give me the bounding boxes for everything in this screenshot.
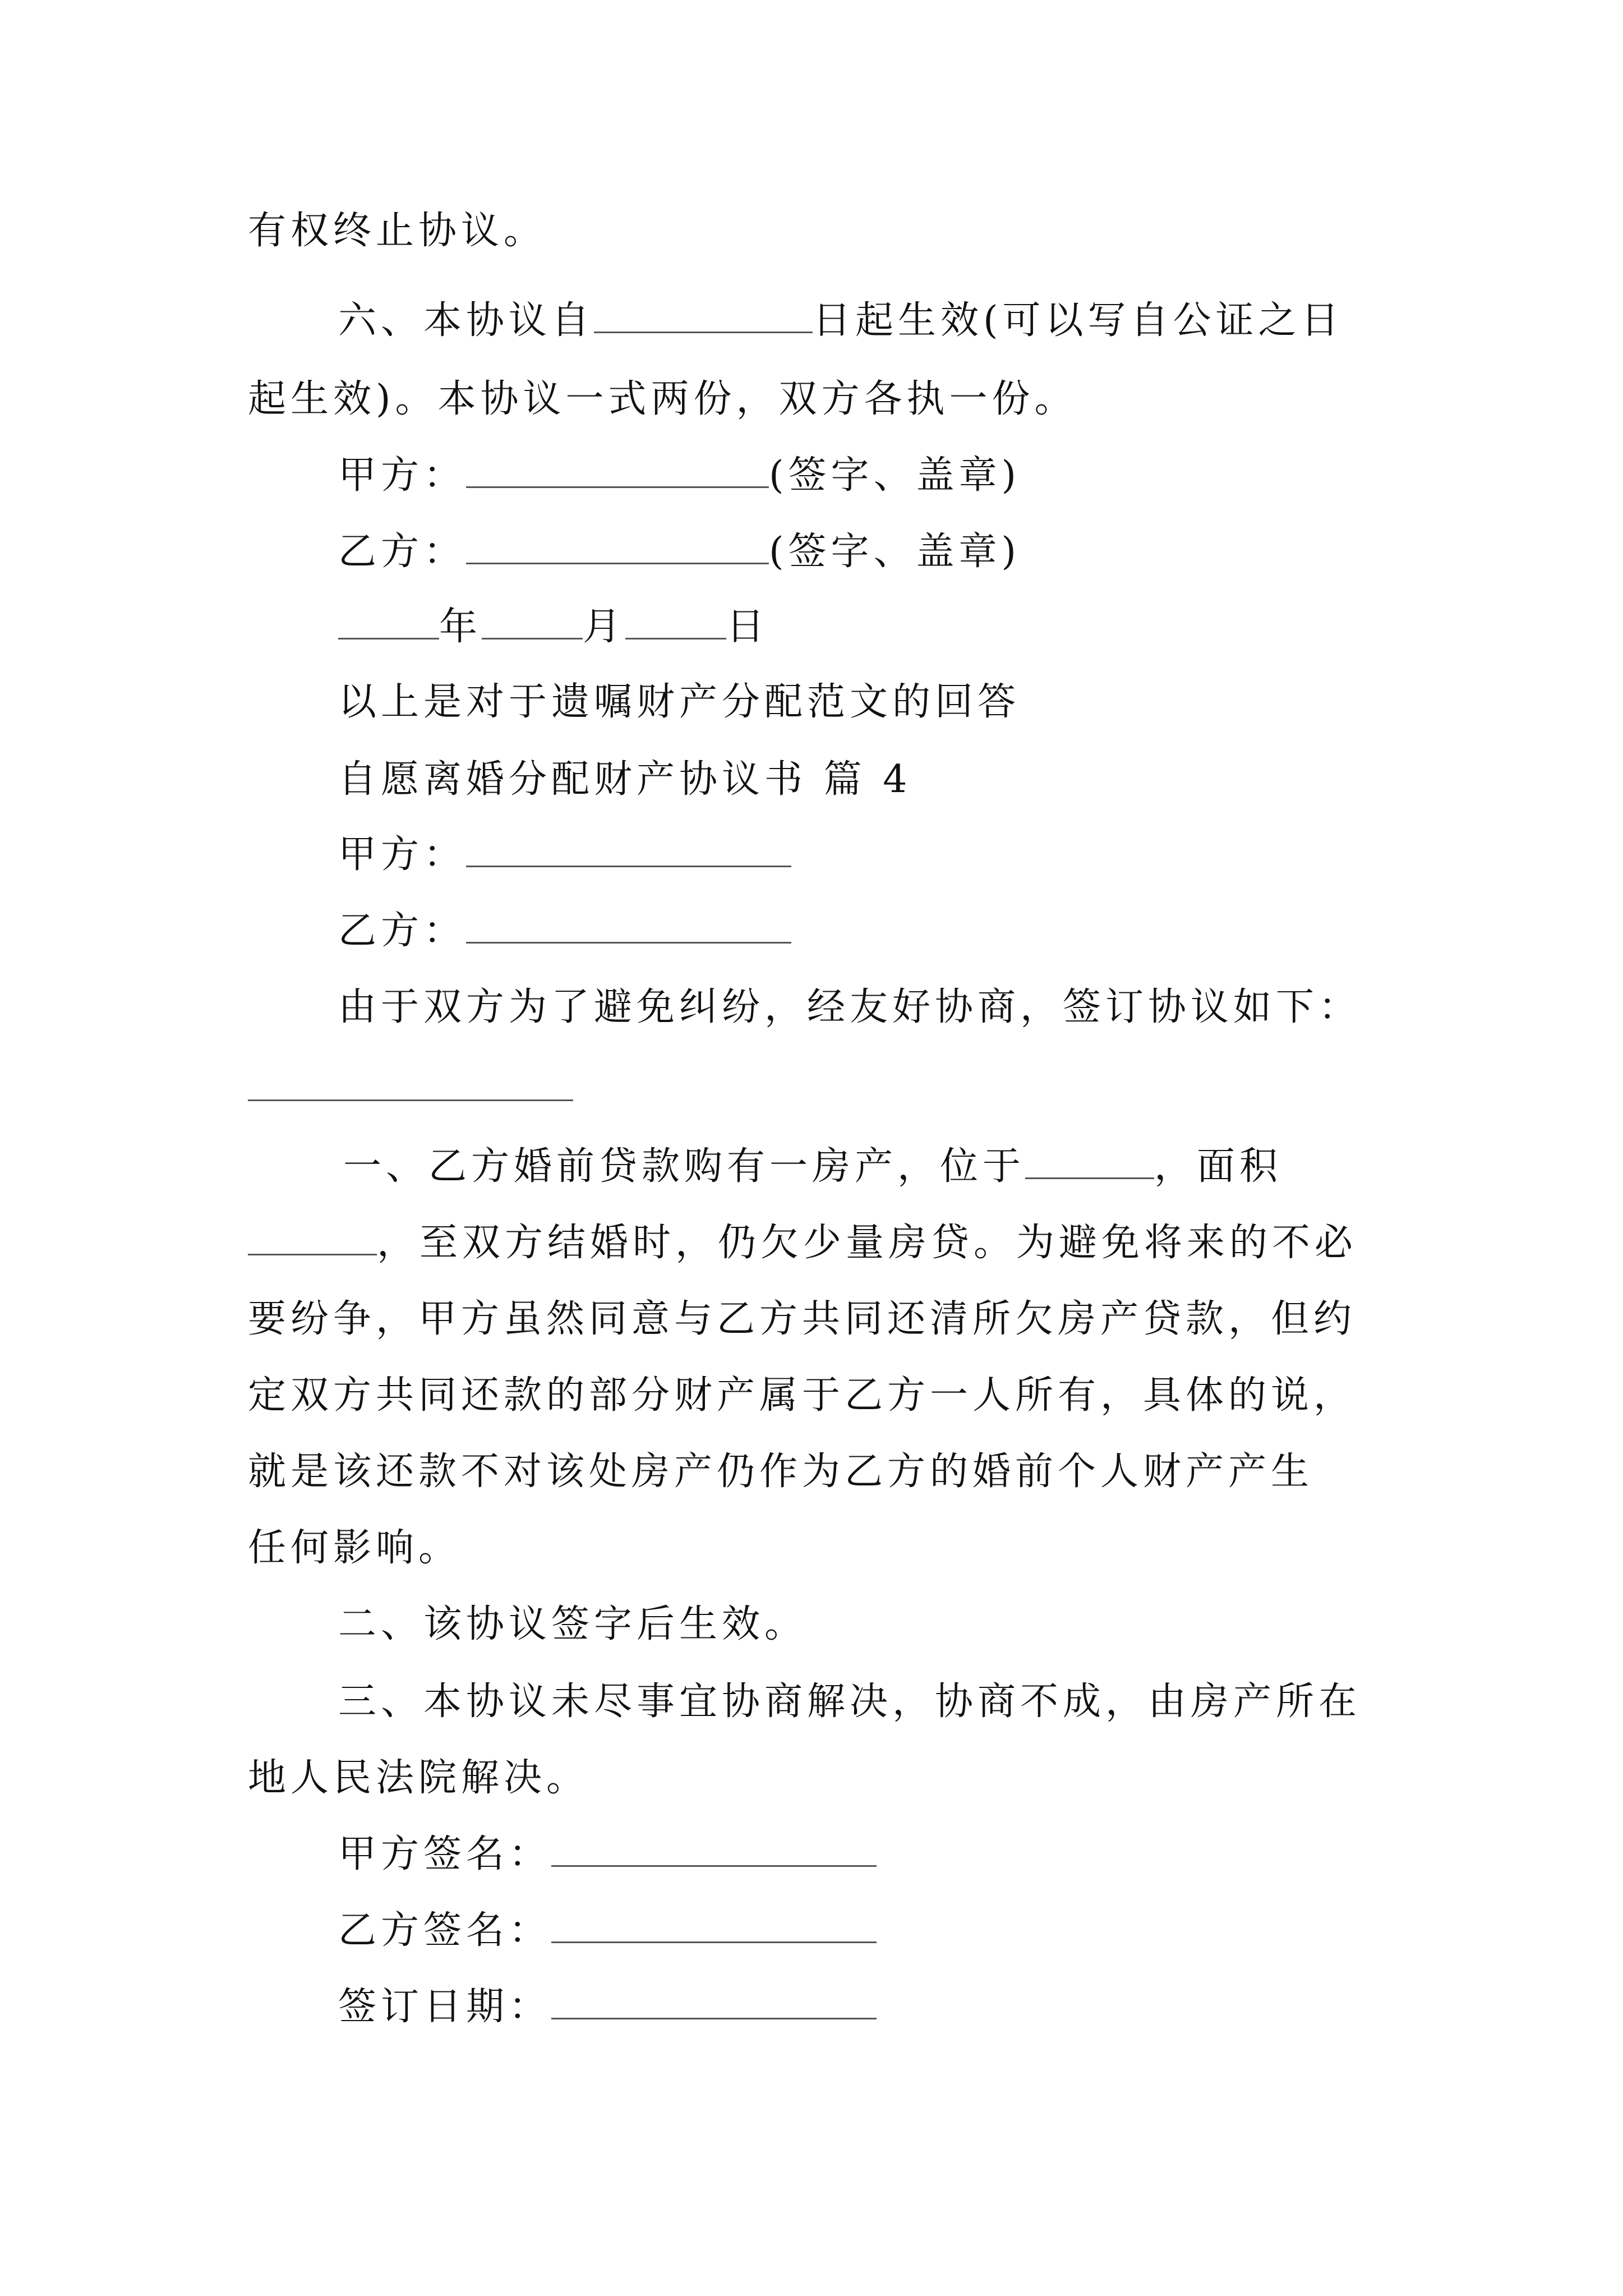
clause-one-line6: 任何影响。: [248, 1526, 462, 1570]
clause-one-line3: 要纷争，甲方虽然同意与乙方共同还清所欠房产贷款，但约: [248, 1297, 1357, 1341]
clause-one-line4: 定双方共同还款的部分财产属于乙方一人所有，具体的说，: [248, 1373, 1357, 1418]
area-blank[interactable]: [248, 1222, 377, 1255]
sign-date-line: 签订日期：: [338, 1985, 877, 2030]
clause-six-continued: 起生效)。本协议一式两份，双方各执一份。: [248, 377, 1077, 421]
signature-b-line: 乙方签名：: [338, 1908, 877, 1953]
clause-three-line2: 地人民法院解决。: [248, 1756, 589, 1800]
intro-line: 由于双方为了避免纠纷，经友好协商，签订协议如下：: [338, 985, 1362, 1029]
agreement-party-b-blank[interactable]: [466, 910, 791, 944]
day-blank[interactable]: [625, 606, 726, 639]
text-line-terminate: 有权终止协议。: [248, 209, 547, 253]
party-b-blank[interactable]: [466, 531, 769, 564]
party-a-sign-line: 甲方： (签字、盖章): [338, 453, 1021, 498]
blank-rule[interactable]: [248, 1099, 573, 1101]
clause-three-line1: 三、本协议未尽事宜协商解决，协商不成，由房产所在: [338, 1680, 1362, 1724]
date-line: 年 月 日: [338, 605, 769, 650]
section-heading: 自愿离婚分配财产协议书 篇 4: [338, 757, 912, 802]
year-blank[interactable]: [338, 606, 439, 639]
clause-two: 二、该协议签字后生效。: [338, 1602, 808, 1646]
closing-line: 以上是对于遗嘱财产分配范文的回答: [338, 680, 1021, 724]
month-blank[interactable]: [482, 606, 583, 639]
party-a-blank[interactable]: [466, 455, 769, 488]
agreement-party-a-line: 甲方：: [338, 832, 791, 877]
sign-date-blank[interactable]: [551, 1986, 877, 2019]
location-blank[interactable]: [1025, 1146, 1154, 1179]
signature-a-blank[interactable]: [551, 1834, 877, 1867]
clause-one-line5: 就是该还款不对该处房产仍作为乙方的婚前个人财产产生: [248, 1450, 1314, 1494]
signature-b-blank[interactable]: [551, 1910, 877, 1943]
effective-date-blank[interactable]: [594, 300, 813, 333]
party-b-sign-line: 乙方： (签字、盖章): [338, 530, 1021, 574]
signature-a-line: 甲方签名：: [338, 1832, 877, 1877]
agreement-party-b-line: 乙方：: [338, 909, 791, 954]
agreement-party-a-blank[interactable]: [466, 834, 791, 867]
clause-one-line2: ，至双方结婚时，仍欠少量房贷。为避免将来的不必: [248, 1221, 1357, 1266]
clause-one-line1: 一、乙方婚前贷款购有一房产，位于 ，面积: [343, 1144, 1283, 1189]
clause-six-line: 六、本协议自 日起生效(可以写自公证之日: [338, 298, 1344, 343]
